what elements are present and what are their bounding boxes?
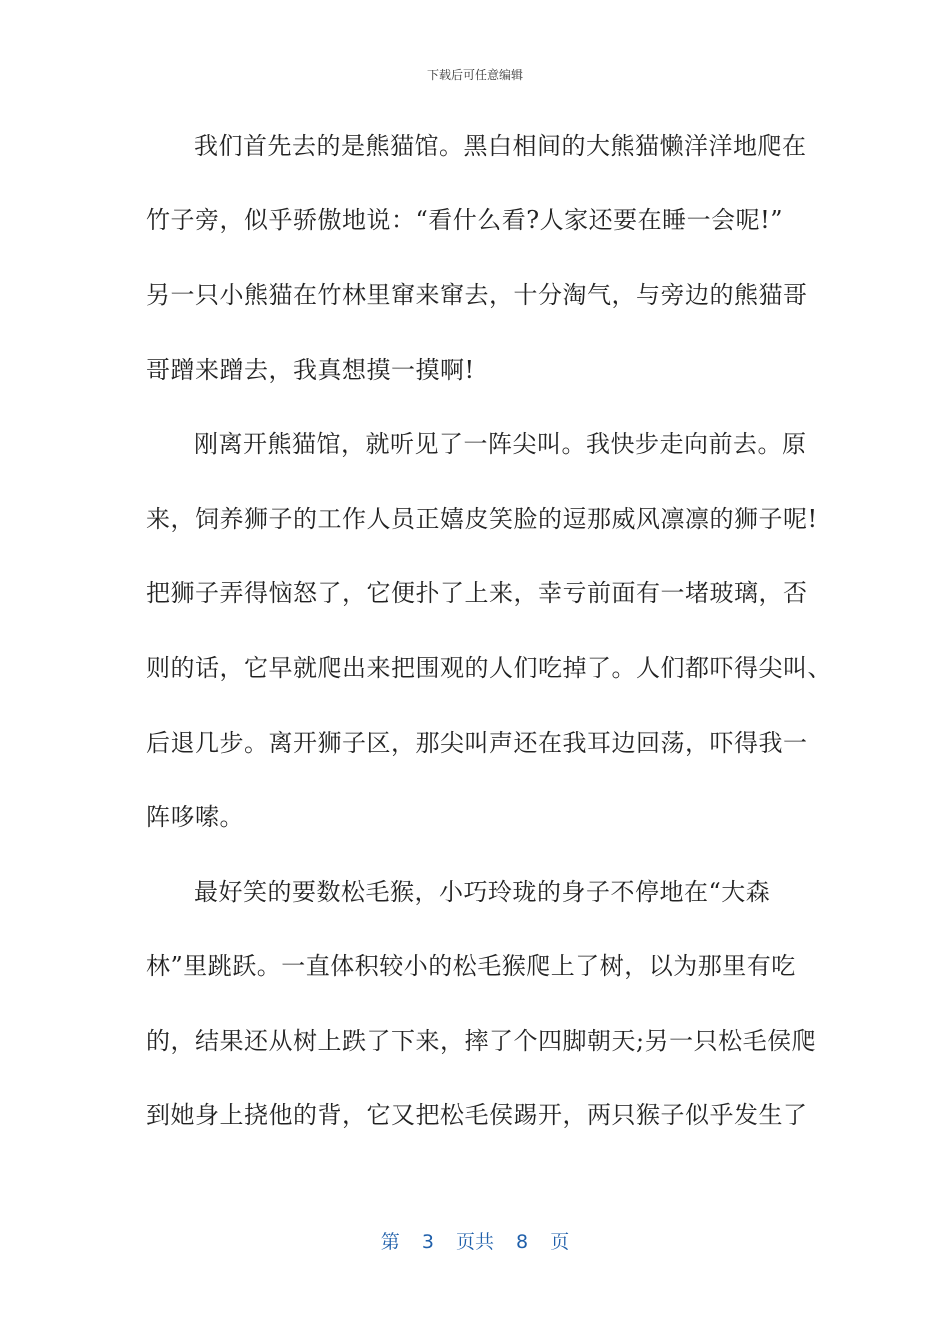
text-line: 刚离开熊猫馆，就听见了一阵尖叫。我快步走向前去。原 — [194, 430, 807, 458]
text-line: 的，结果还从树上跌了下来，摔了个四脚朝天;另一只松毛侯爬 — [146, 1027, 817, 1055]
header-note: 下载后可任意编辑 — [426, 68, 523, 82]
text-line: 哥蹭来蹭去，我真想摸一摸啊! — [146, 356, 475, 384]
text-line: 最好笑的要数松毛猴，小巧玲珑的身子不停地在“大森 — [194, 878, 771, 906]
footer-suffix: 页 — [550, 1231, 570, 1253]
text-line: 阵哆嗦。 — [146, 803, 244, 831]
text-line: 到她身上挠他的背，它又把松毛侯踢开，两只猴子似乎发生了 — [146, 1101, 808, 1129]
text-line: 我们首先去的是熊猫馆。黑白相间的大熊猫懒洋洋地爬在 — [194, 132, 807, 160]
text-line: 后退几步。离开狮子区，那尖叫声还在我耳边回荡，吓得我一 — [146, 729, 808, 757]
page-footer — [0, 1227, 950, 1254]
text-line: 竹子旁，似乎骄傲地说：“看什么看?人家还要在睡一会呢!” — [146, 206, 784, 234]
text-line: 来，饲养狮子的工作人员正嬉皮笑脸的逗那威风凛凛的狮子呢! — [146, 505, 818, 533]
footer-page-number: 3 — [421, 1231, 434, 1253]
footer-total-pages: 8 — [516, 1231, 529, 1253]
footer-middle: 页共 — [455, 1231, 494, 1253]
text-line: 林”里跳跃。一直体积较小的松毛猴爬上了树，以为那里有吃 — [146, 952, 796, 980]
text-line: 把狮子弄得恼怒了，它便扑了上来，幸亏前面有一堵玻璃，否 — [146, 579, 808, 607]
footer-prefix: 第 — [380, 1231, 400, 1253]
text-line: 则的话，它早就爬出来把围观的人们吃掉了。人们都吓得尖叫、 — [146, 654, 832, 682]
text-line: 另一只小熊猫在竹林里窜来窜去，十分淘气，与旁边的熊猫哥 — [146, 281, 808, 309]
